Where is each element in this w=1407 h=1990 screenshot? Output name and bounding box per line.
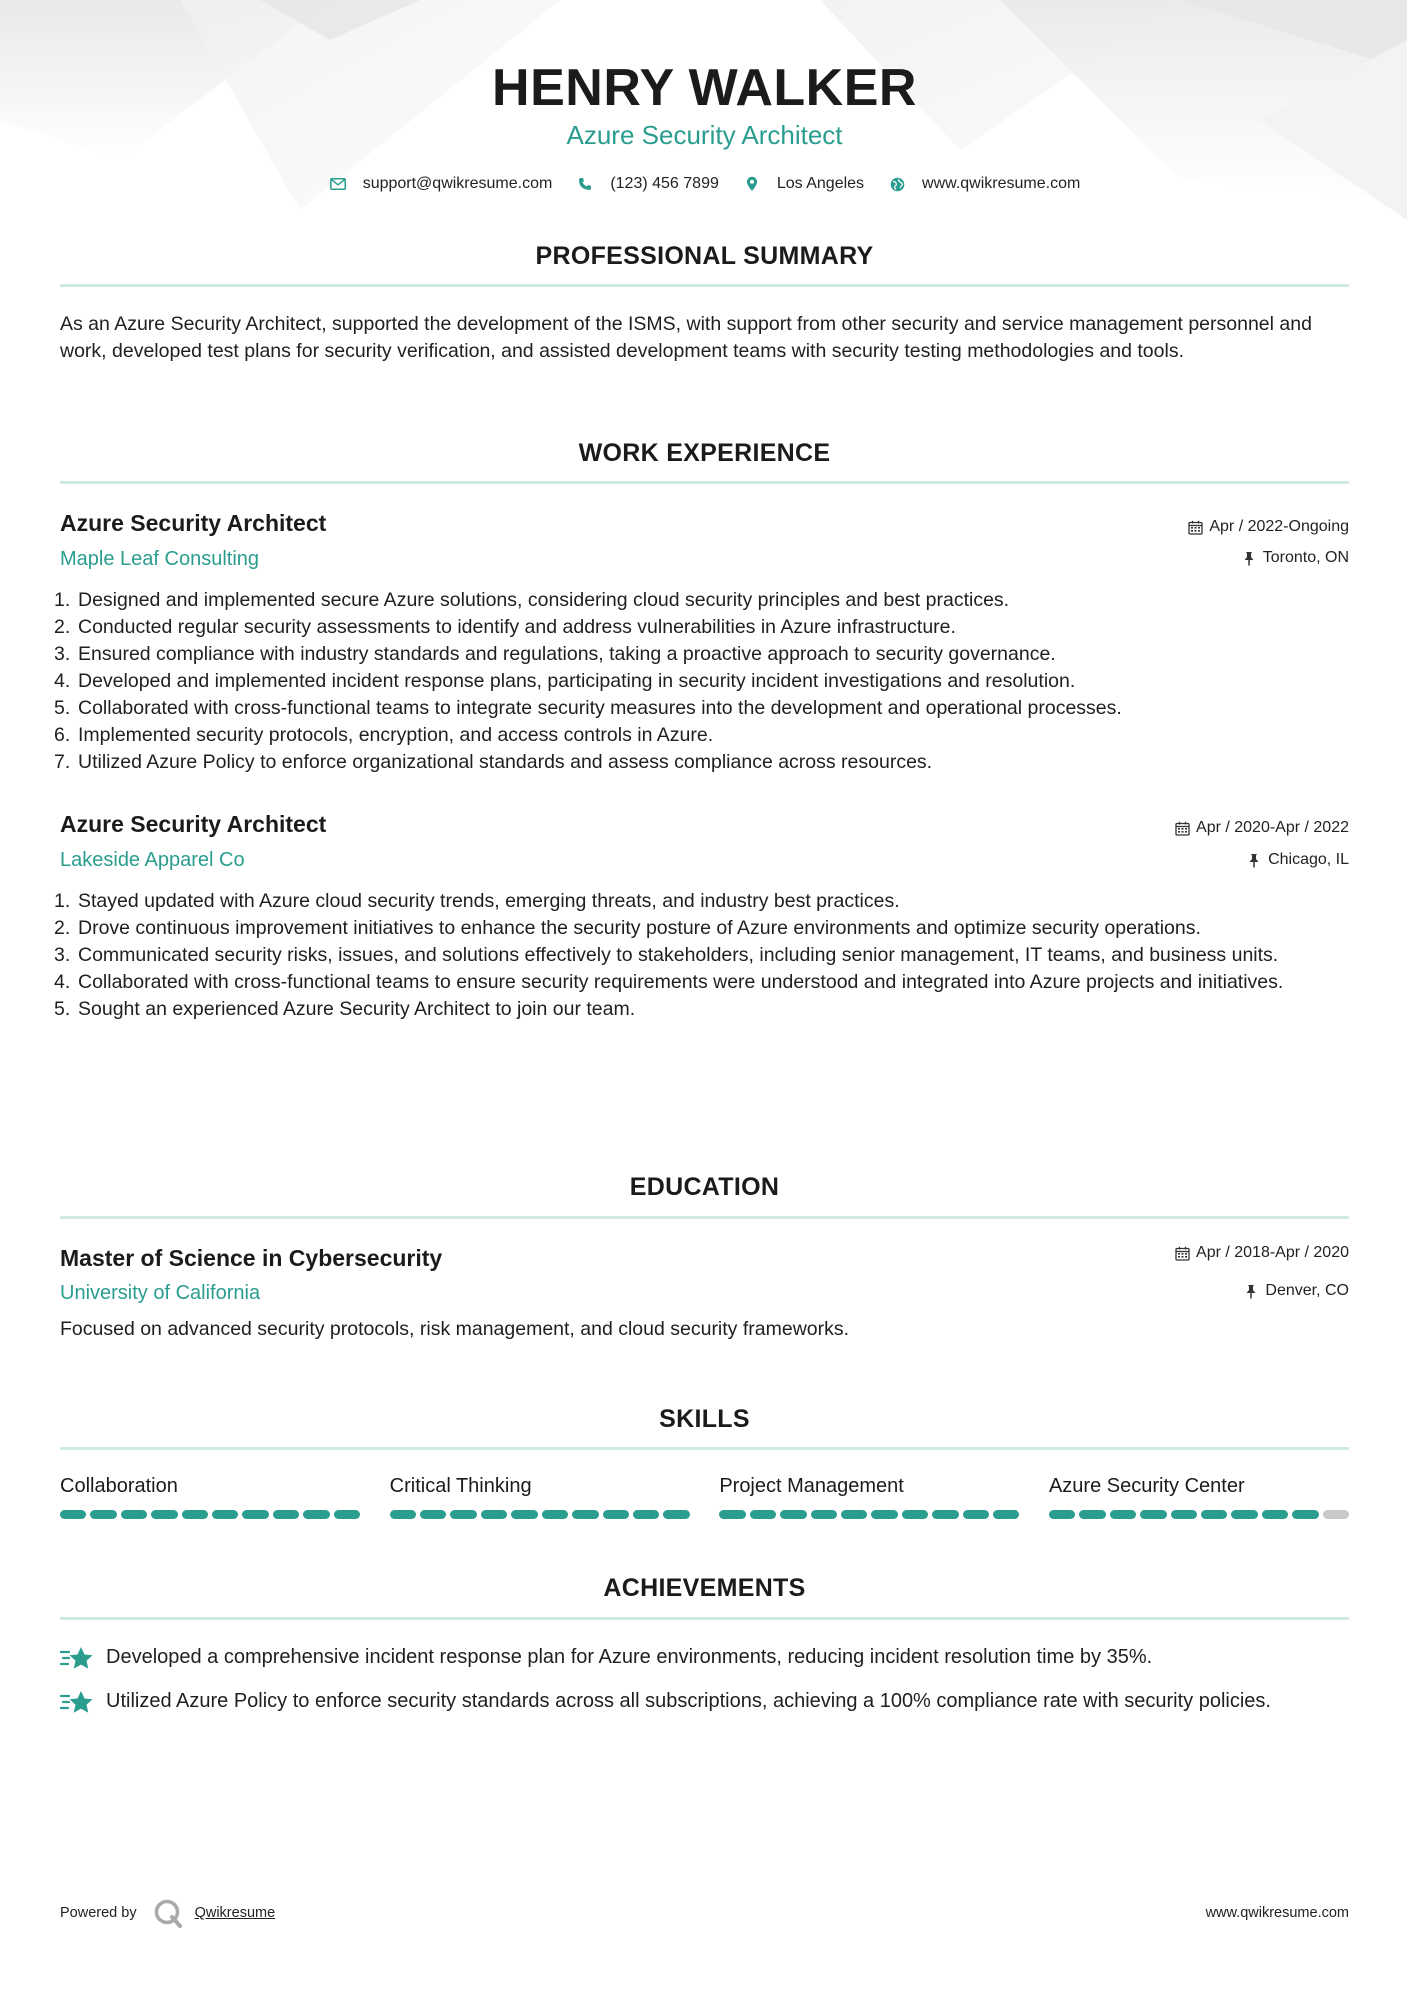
job-1-location <box>1241 547 1349 569</box>
education-heading: EDUCATION <box>629 1173 780 1201</box>
skill-segment-filled <box>1262 1510 1288 1519</box>
list-item: 1. Stayed updated with Azure cloud security trends, emerging threats, and industry best practices. <box>54 890 900 912</box>
skills-row <box>60 1472 1349 1519</box>
contact-website[interactable] <box>888 172 1080 196</box>
skill-segment-empty <box>1323 1510 1349 1519</box>
skills-divider <box>60 1447 1349 1450</box>
achievements-heading: ACHIEVEMENTS <box>603 1574 806 1602</box>
summary-heading: PROFESSIONAL SUMMARY <box>535 242 874 270</box>
education-location-text: Denver, CO <box>1265 1282 1349 1299</box>
calendar-icon <box>1174 820 1190 836</box>
phone-text: (123) 456 7899 <box>610 175 719 192</box>
job-2-dates <box>1174 817 1349 839</box>
list-item: 2. Drove continuous improvement initiatives to enhance the security posture of Azure environments and optimize security operations. <box>54 917 1201 939</box>
skill-segment-filled <box>993 1510 1019 1519</box>
skill-segment-filled <box>1201 1510 1227 1519</box>
achievement-text: Utilized Azure Policy to enforce security standards across all subscriptions, achieving a 100% compliance rate with security policies. <box>106 1690 1271 1712</box>
qwikresume-logo-icon <box>153 1898 183 1928</box>
skill-name: Collaboration <box>60 1475 178 1497</box>
achievement-text: Developed a comprehensive incident response plan for Azure environments, reducing incident resolution time by 35%. <box>106 1646 1153 1668</box>
skill-segment-filled <box>1079 1510 1105 1519</box>
summary-text: As an Azure Security Architect, supported the development of the ISMS, with support from other security and service management personnel and work, developed test plans for security verification, and assisted development teams with security testing methodologies and tools. <box>60 313 1312 362</box>
achievement-item <box>60 1644 1349 1671</box>
skill-segment-filled <box>633 1510 659 1519</box>
education-dates-text: Apr / 2018-Apr / 2020 <box>1196 1244 1349 1261</box>
contact-phone[interactable] <box>576 172 719 196</box>
envelope-icon <box>329 175 347 193</box>
skill-segment-filled <box>902 1510 928 1519</box>
footer-powered-by <box>60 1898 275 1928</box>
education-divider <box>60 1216 1349 1219</box>
skill-segment-filled <box>871 1510 897 1519</box>
job-2-location-text: Chicago, IL <box>1268 851 1349 868</box>
skill-segment-filled <box>1140 1510 1166 1519</box>
skill-segment-filled <box>780 1510 806 1519</box>
skill-segment-filled <box>841 1510 867 1519</box>
job-2-dates-text: Apr / 2020-Apr / 2022 <box>1196 819 1349 836</box>
skill-segment-filled <box>242 1510 268 1519</box>
calendar-icon <box>1174 1245 1190 1261</box>
skill-segment-filled <box>334 1510 360 1519</box>
skill-segment-filled <box>303 1510 329 1519</box>
job-1-dates <box>1187 516 1349 538</box>
skill-level-bar <box>1049 1510 1349 1519</box>
skill-segment-filled <box>750 1510 776 1519</box>
list-item: 4. Developed and implemented incident response plans, participating in security incident investigations and resolution. <box>54 670 1076 692</box>
achievements-divider <box>60 1617 1349 1620</box>
skill-segment-filled <box>719 1510 745 1519</box>
candidate-name: HENRY WALKER <box>492 59 917 117</box>
skill-item <box>719 1472 1019 1519</box>
skill-segment-filled <box>542 1510 568 1519</box>
skill-item <box>1049 1472 1349 1519</box>
skill-segment-filled <box>390 1510 416 1519</box>
education-school: University of California <box>60 1282 261 1304</box>
education-dates <box>1174 1242 1349 1264</box>
skill-segment-filled <box>420 1510 446 1519</box>
skill-level-bar <box>719 1510 1019 1519</box>
location-text: Los Angeles <box>776 175 865 192</box>
skill-segment-filled <box>1231 1510 1257 1519</box>
skill-segment-filled <box>450 1510 476 1519</box>
powered-by-label: Powered by <box>60 1905 137 1921</box>
skill-segment-filled <box>182 1510 208 1519</box>
job-1-dates-text: Apr / 2022-Ongoing <box>1209 518 1349 535</box>
star-icon <box>60 1688 94 1718</box>
job-1-company: Maple Leaf Consulting <box>60 548 260 570</box>
skill-name: Project Management <box>719 1475 904 1497</box>
list-item: 2. Conducted regular security assessments to identify and address vulnerabilities in Azure infrastructure. <box>54 616 956 638</box>
contact-row <box>60 172 1349 196</box>
skill-segment-filled <box>273 1510 299 1519</box>
map-pin-icon <box>743 175 761 193</box>
experience-divider <box>60 481 1349 484</box>
calendar-icon <box>1187 519 1203 535</box>
globe-icon <box>888 175 906 193</box>
skill-segment-filled <box>90 1510 116 1519</box>
website-text: www.qwikresume.com <box>922 175 1081 192</box>
list-item: 3. Ensured compliance with industry standards and regulations, taking a proactive approach to security governance. <box>54 643 1056 665</box>
education-degree: Master of Science in Cybersecurity <box>60 1245 443 1271</box>
skill-segment-filled <box>121 1510 147 1519</box>
education-location <box>1243 1280 1349 1302</box>
skill-segment-filled <box>151 1510 177 1519</box>
skill-name: Azure Security Center <box>1048 1475 1245 1497</box>
skill-segment-filled <box>511 1510 537 1519</box>
skill-segment-filled <box>963 1510 989 1519</box>
skills-heading: SKILLS <box>659 1405 750 1433</box>
job-2-title: Azure Security Architect <box>60 811 327 837</box>
job-2-company: Lakeside Apparel Co <box>60 849 245 871</box>
list-item: 6. Implemented security protocols, encryption, and access controls in Azure. <box>54 724 714 746</box>
skill-level-bar <box>390 1510 690 1519</box>
phone-icon <box>576 175 594 193</box>
pushpin-icon <box>1246 852 1262 868</box>
contact-email[interactable] <box>329 172 553 196</box>
contact-location <box>743 172 864 196</box>
achievement-item <box>60 1688 1349 1715</box>
skill-item <box>60 1472 360 1519</box>
skill-segment-filled <box>663 1510 689 1519</box>
skill-segment-filled <box>481 1510 507 1519</box>
skill-segment-filled <box>1110 1510 1136 1519</box>
skill-level-bar <box>60 1510 360 1519</box>
email-text: support@qwikresume.com <box>362 175 553 192</box>
list-item: 7. Utilized Azure Policy to enforce organizational standards and assess compliance across resources. <box>54 751 933 773</box>
skill-segment-filled <box>1049 1510 1075 1519</box>
education-description: Focused on advanced security protocols, risk management, and cloud security frameworks. <box>60 1318 850 1340</box>
pushpin-icon <box>1243 1283 1259 1299</box>
skill-segment-filled <box>212 1510 238 1519</box>
qwikresume-link[interactable]: Qwikresume <box>194 1905 276 1921</box>
experience-heading: WORK EXPERIENCE <box>578 439 831 467</box>
list-item: 3. Communicated security risks, issues, and solutions effectively to stakeholders, including senior management, IT teams, and business units. <box>54 944 1279 966</box>
skill-segment-filled <box>603 1510 629 1519</box>
candidate-title: Azure Security Architect <box>566 120 843 150</box>
job-2-bullets <box>54 888 1349 1023</box>
list-item: 5. Collaborated with cross-functional teams to integrate security measures into the development and operational processes. <box>54 697 1122 719</box>
skill-segment-filled <box>60 1510 86 1519</box>
star-icon <box>60 1644 94 1674</box>
list-item: 5. Sought an experienced Azure Security Architect to join our team. <box>54 998 636 1020</box>
job-1-title: Azure Security Architect <box>60 510 327 536</box>
pushpin-icon <box>1241 550 1257 566</box>
footer-website[interactable]: www.qwikresume.com <box>1205 1905 1349 1921</box>
skill-segment-filled <box>811 1510 837 1519</box>
list-item: 4. Collaborated with cross-functional teams to ensure security requirements were understood and integrated into Azure projects and initiatives. <box>54 971 1284 993</box>
skill-name: Critical Thinking <box>389 1475 532 1497</box>
job-1-location-text: Toronto, ON <box>1262 549 1349 566</box>
job-1-bullets <box>54 587 1349 776</box>
summary-divider <box>60 284 1349 287</box>
skill-segment-filled <box>1171 1510 1197 1519</box>
job-2-location <box>1246 849 1349 871</box>
skill-segment-filled <box>932 1510 958 1519</box>
skill-segment-filled <box>572 1510 598 1519</box>
list-item: 1. Designed and implemented secure Azure solutions, considering cloud security principles and best practices. <box>54 589 1010 611</box>
skill-segment-filled <box>1292 1510 1318 1519</box>
skill-item <box>390 1472 690 1519</box>
